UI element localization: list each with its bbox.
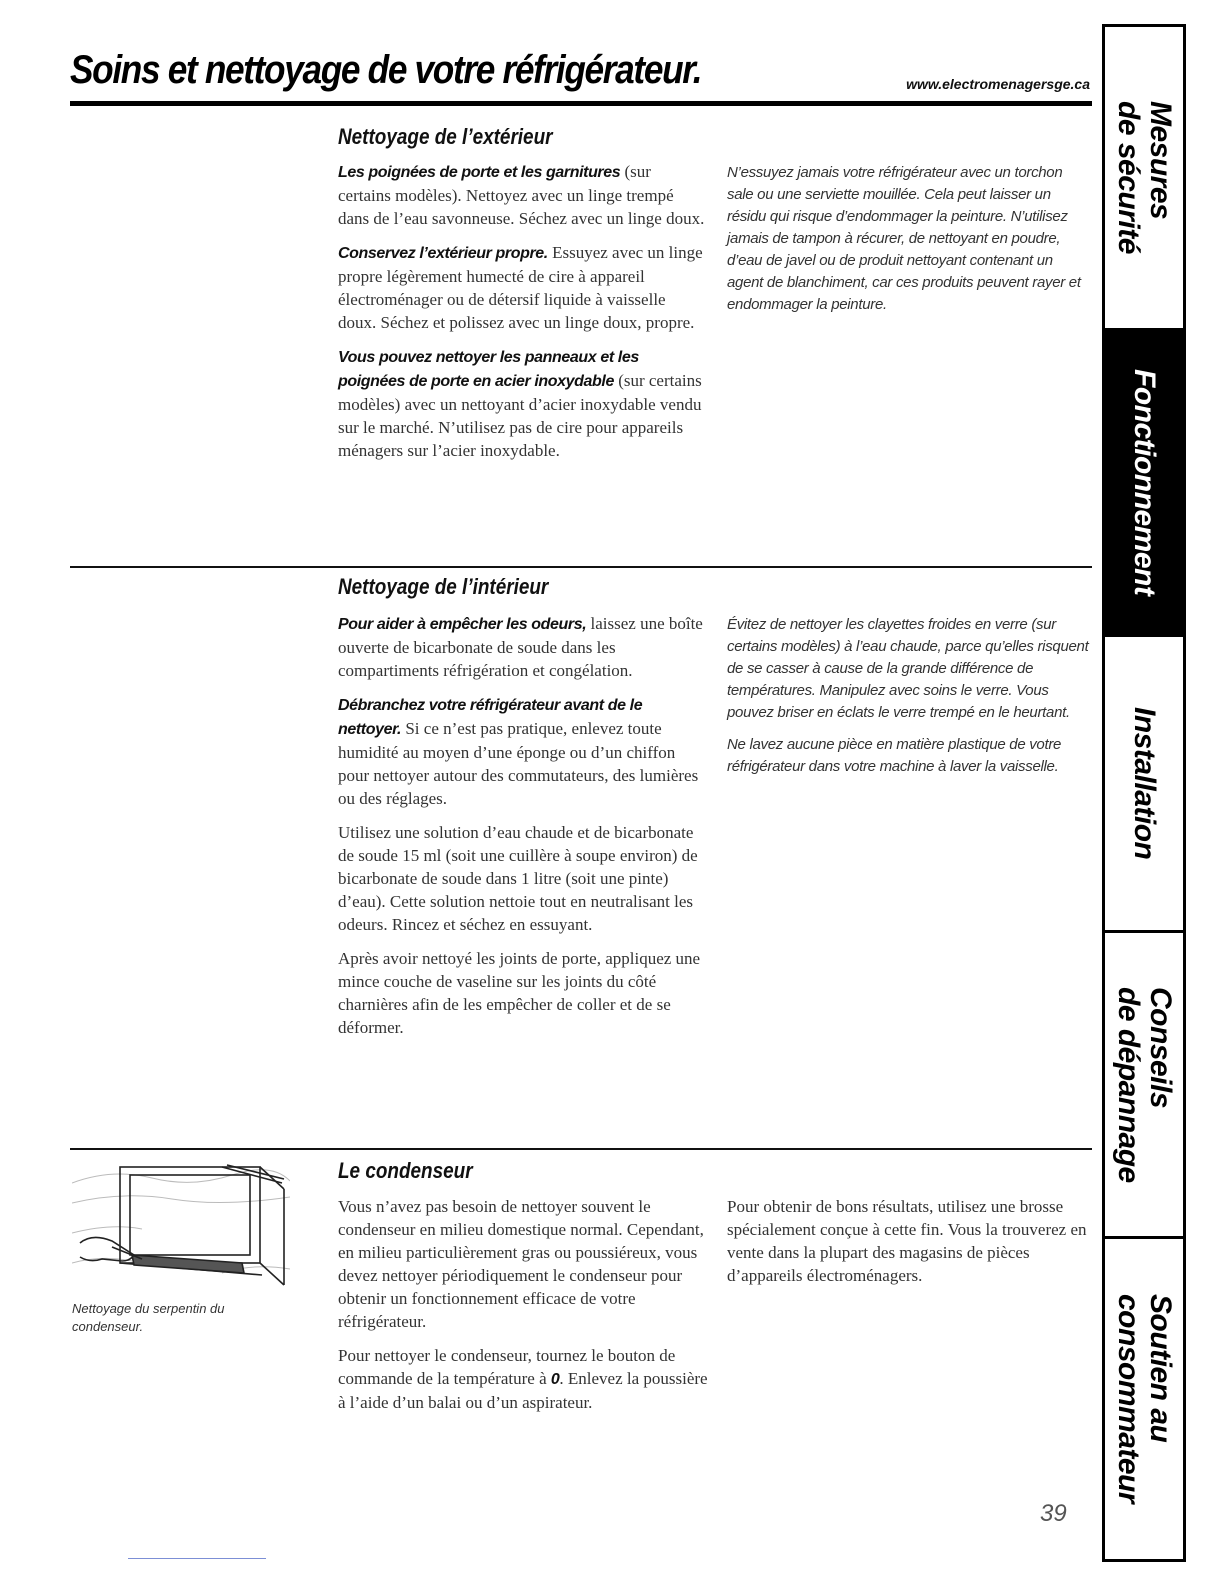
interior-paragraph-gaskets: Après avoir nettoyé les joints de porte, appliquez une mince couche de vaseline sur les joints du côté charnières afin de les empêcher de coller et de se déformer. <box>338 949 701 1037</box>
tab-installation[interactable]: Installation <box>1105 637 1183 933</box>
tab-mesures-de-securite[interactable]: Mesures de sécurité <box>1105 27 1183 331</box>
header-rule <box>70 101 1092 106</box>
section-heading-interior: Nettoyage de l’intérieur <box>338 574 549 599</box>
interior-note-dishwasher: Ne lavez aucune pièce en matière plastique de votre réfrigérateur dans votre machine à laver la vaisselle. <box>727 736 1062 775</box>
interior-paragraph-odors: Pour aider à empêcher les odeurs, laissez une boîte ouverte de bicarbonate de soude dans les compartiments réfrigération et congélation. <box>338 614 703 680</box>
section-divider-2 <box>70 1148 1092 1150</box>
website-url[interactable]: www.electromenagersge.ca <box>906 76 1090 92</box>
exterior-paragraph-keep-clean: Conservez l’extérieur propre. Essuyez avec un linge propre légèrement humecté de cire à appareil électroménager ou de détersif liquide à vaisselle doux. Séchez et polissez avec un linge doux, propre. <box>338 243 703 332</box>
interior-note-glass: Évitez de nettoyer les clayettes froides en verre (sur certains modèles) à l’eau chaude, parce qu’elles risquent de se casser à cause de la grande différence de températures. Manipulez avec soins le verre. Vous pouvez briser en éclats le verre trempé en le heurtant. <box>727 616 1089 721</box>
footer-link-underline <box>128 1558 266 1559</box>
condenser-paragraph-brush: Pour obtenir de bons résultats, utilisez une brosse spécialement conçue à cette fin. Vous la trouverez en vente dans la plupart des magasins de pièces d’appareils électroménagers. <box>727 1197 1087 1285</box>
tab-conseils-de-depannage[interactable]: Conseils de dépannage <box>1105 933 1183 1239</box>
interior-paragraph-solution: Utilisez une solution d’eau chaude et de bicarbonate de soude 15 ml (soit une cuillère à soupe environ) de bicarbonate de soude dans 1 litre (soit une pinte) d’eau). Cette solution nettoie tout en neutralisant les odeurs. Rincez et séchez en essuyant. <box>338 823 698 934</box>
page-title: Soins et nettoyage de votre réfrigérateur. <box>70 48 702 92</box>
exterior-main-column <box>338 160 706 473</box>
illustration-caption: Nettoyage du serpentin du condenseur. <box>72 1301 225 1334</box>
condenser-main-column <box>338 1195 708 1425</box>
interior-main-column <box>338 612 706 1050</box>
side-navigation-tabs <box>1102 24 1186 1562</box>
tab-fonctionnement[interactable]: Fonctionnement <box>1105 331 1183 637</box>
tab-soutien-au-consommateur[interactable]: Soutien au consommateur <box>1112 1294 1177 1504</box>
interior-paragraph-unplug: Débranchez votre réfrigérateur avant de le nettoyer. Si ce n’est pas pratique, enlevez toute humidité au moyen d’une éponge ou d’un chiffon pour nettoyer autour des commutateurs, des lumières ou des réglages. <box>338 697 699 808</box>
interior-notes <box>727 614 1092 788</box>
exterior-paragraph-stainless: Vous pouvez nettoyer les panneaux et les poignées de porte en acier inoxydable (sur certains modèles) avec un nettoyant d’acier inoxydable vendu sur le marché. N’utilisez pas de cire pour appareils ménagers sur l’acier inoxydable. <box>338 349 702 460</box>
condenser-side-column <box>727 1195 1087 1298</box>
page-number: 39 <box>1040 1500 1067 1527</box>
condenser-paragraph-intro: Vous n’avez pas besoin de nettoyer souvent le condenseur en milieu domestique normal. Cependant, en milieu particulièrement gras ou poussiéreux, vous devez nettoyer périodiquement le condenseur pour obtenir un fonctionnement efficace de votre réfrigérateur. <box>338 1197 704 1331</box>
condenser-cleaning-illustration <box>72 1163 290 1293</box>
section-divider-1 <box>70 566 1092 568</box>
condenser-paragraph-steps: Pour nettoyer le condenseur, tournez le bouton de commande de la température à 0. Enlevez la poussière à l’aide d’un balai ou d’un aspirateur. <box>338 1346 708 1412</box>
exterior-paragraph-handles: Les poignées de porte et les garnitures (sur certains modèles). Nettoyez avec un linge trempé dans de l’eau savonneuse. Séchez avec un linge doux. <box>338 162 705 228</box>
exterior-note: N’essuyez jamais votre réfrigérateur avec un torchon sale ou une serviette mouillée. Cela peut laisser un résidu qui risque d’endommager la peinture. N’utilisez jamais de tampon à récurer, de nettoyant en poudre, d’eau de javel ou de produit nettoyant contenant un agent de blanchiment, car ces produits peuvent rayer et endommager la peinture. <box>727 164 1081 313</box>
section-heading-condenser: Le condenseur <box>338 1158 473 1183</box>
section-heading-exterior: Nettoyage de l’extérieur <box>338 124 553 149</box>
